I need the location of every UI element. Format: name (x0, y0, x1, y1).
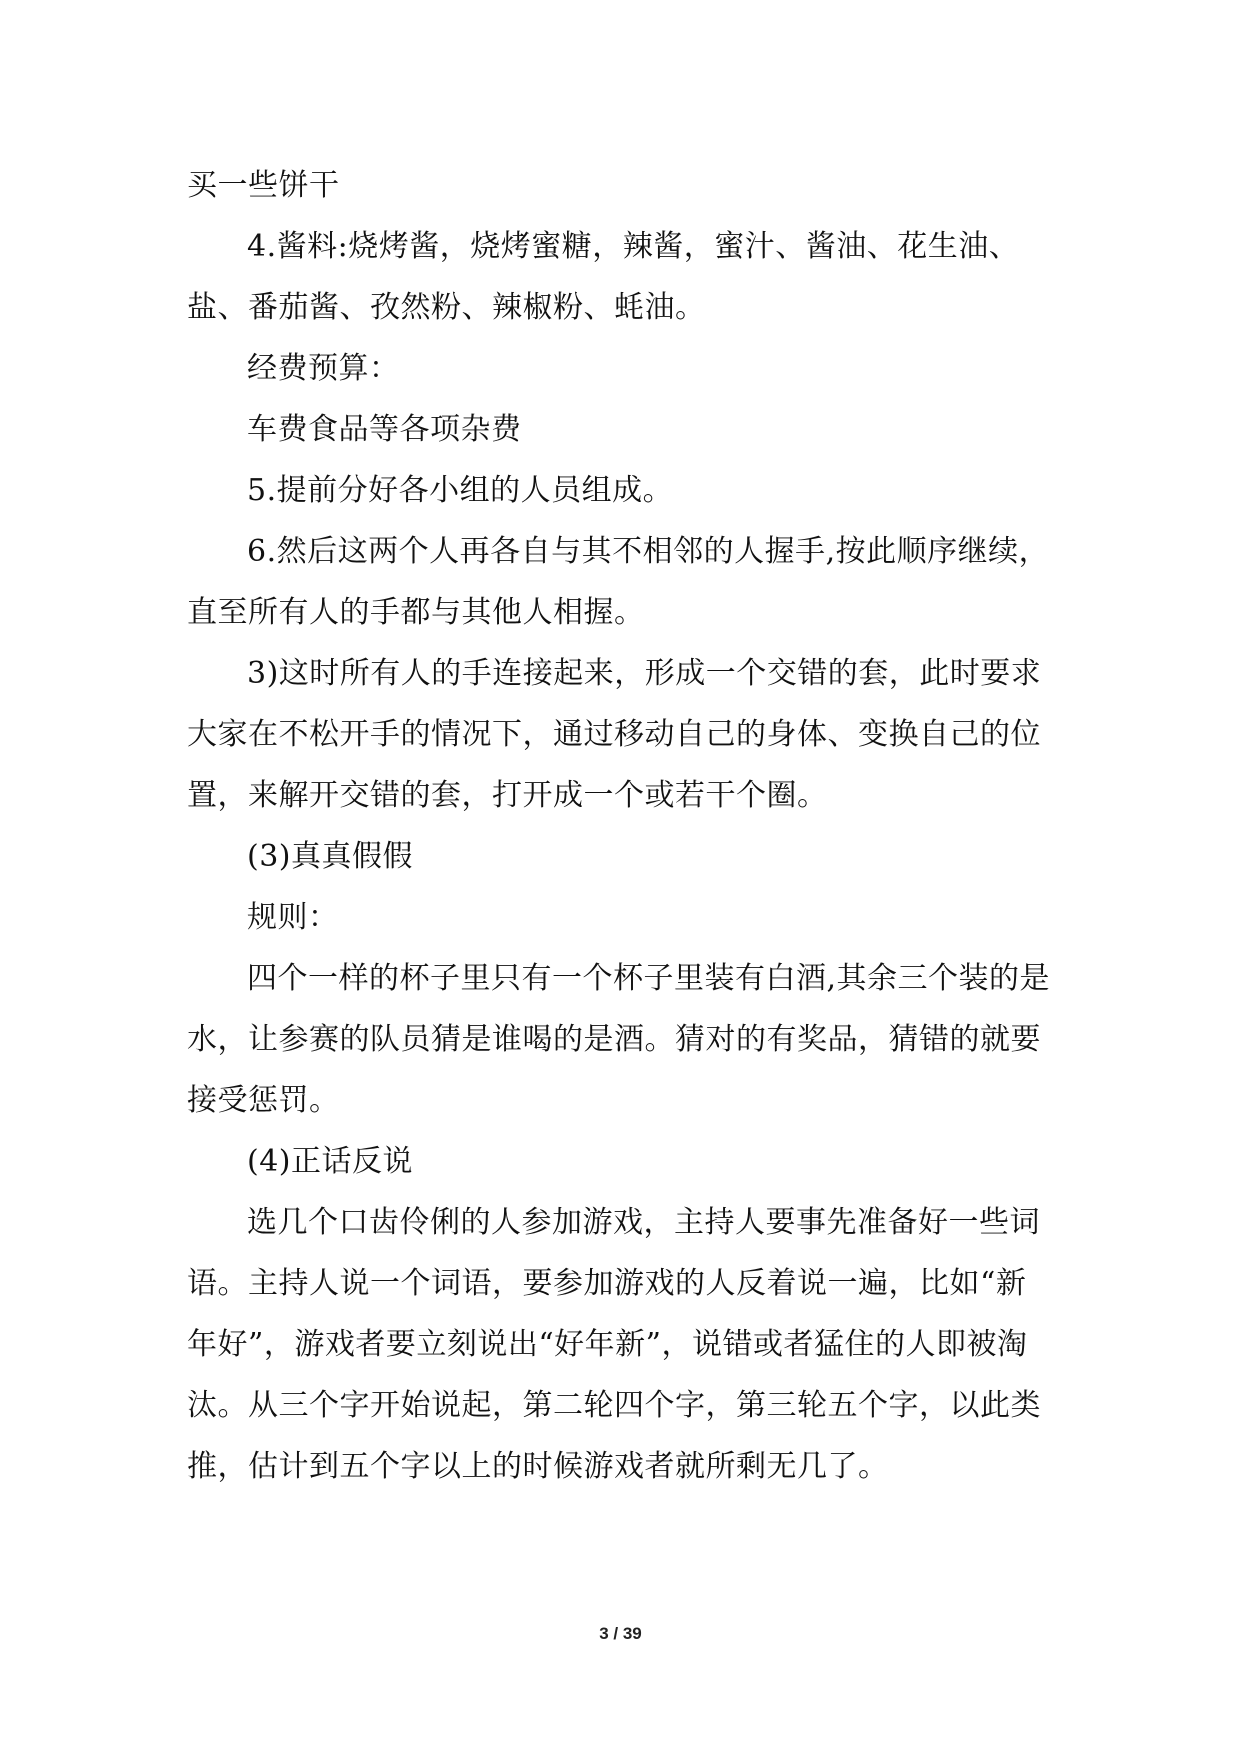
page-number: 3 / 39 (599, 1624, 642, 1643)
paragraph-biscuits: 买一些饼干 (187, 168, 340, 203)
paragraph-reverse-speech: 选几个口齿伶俐的人参加游戏，主持人要事先准备好一些词语。主持人说一个词语，要参加游戏的人反着说一遍，比如“新年好”，游戏者要立刻说出“好年新”，说错或者猛住的人即被淘汰。从三个字开始说起，第二轮四个字，第三轮五个字，以此类推，估计到五个字以上的时候游戏者就所剩无几了。 (187, 1205, 1041, 1484)
paragraph-sauces: 4.酱料:烧烤酱，烧烤蜜糖，辣酱，蜜汁、酱油、花生油、盐、番茄酱、孜然粉、辣椒粉、蚝油。 (187, 229, 1020, 325)
paragraph-rules-heading: 规则： (247, 900, 339, 935)
paragraph-budget-heading: 经费预算： (247, 351, 400, 386)
paragraph-knot: 3)这时所有人的手连接起来，形成一个交错的套，此时要求大家在不松开手的情况下，通过移动自己的身体、变换自己的位置，来解开交错的套，打开成一个或若干个圈。 (187, 656, 1042, 813)
section-heading-reverse-speech: (4)正话反说 (247, 1144, 413, 1179)
paragraph-budget-items: 车费食品等各项杂费 (247, 412, 522, 447)
paragraph-cups-rules: 四个一样的杯子里只有一个杯子里装有白酒,其余三个装的是水，让参赛的队员猜是谁喝的是酒。猜对的有奖品，猜错的就要接受惩罚。 (187, 961, 1051, 1118)
paragraph-groups: 5.提前分好各小组的人员组成。 (247, 473, 674, 508)
paragraph-handshake: 6.然后这两个人再各自与其不相邻的人握手,按此顺序继续，直至所有人的手都与其他人相握。 (187, 534, 1050, 630)
section-heading-true-false: (3)真真假假 (247, 839, 413, 874)
document-body (187, 155, 1055, 1497)
